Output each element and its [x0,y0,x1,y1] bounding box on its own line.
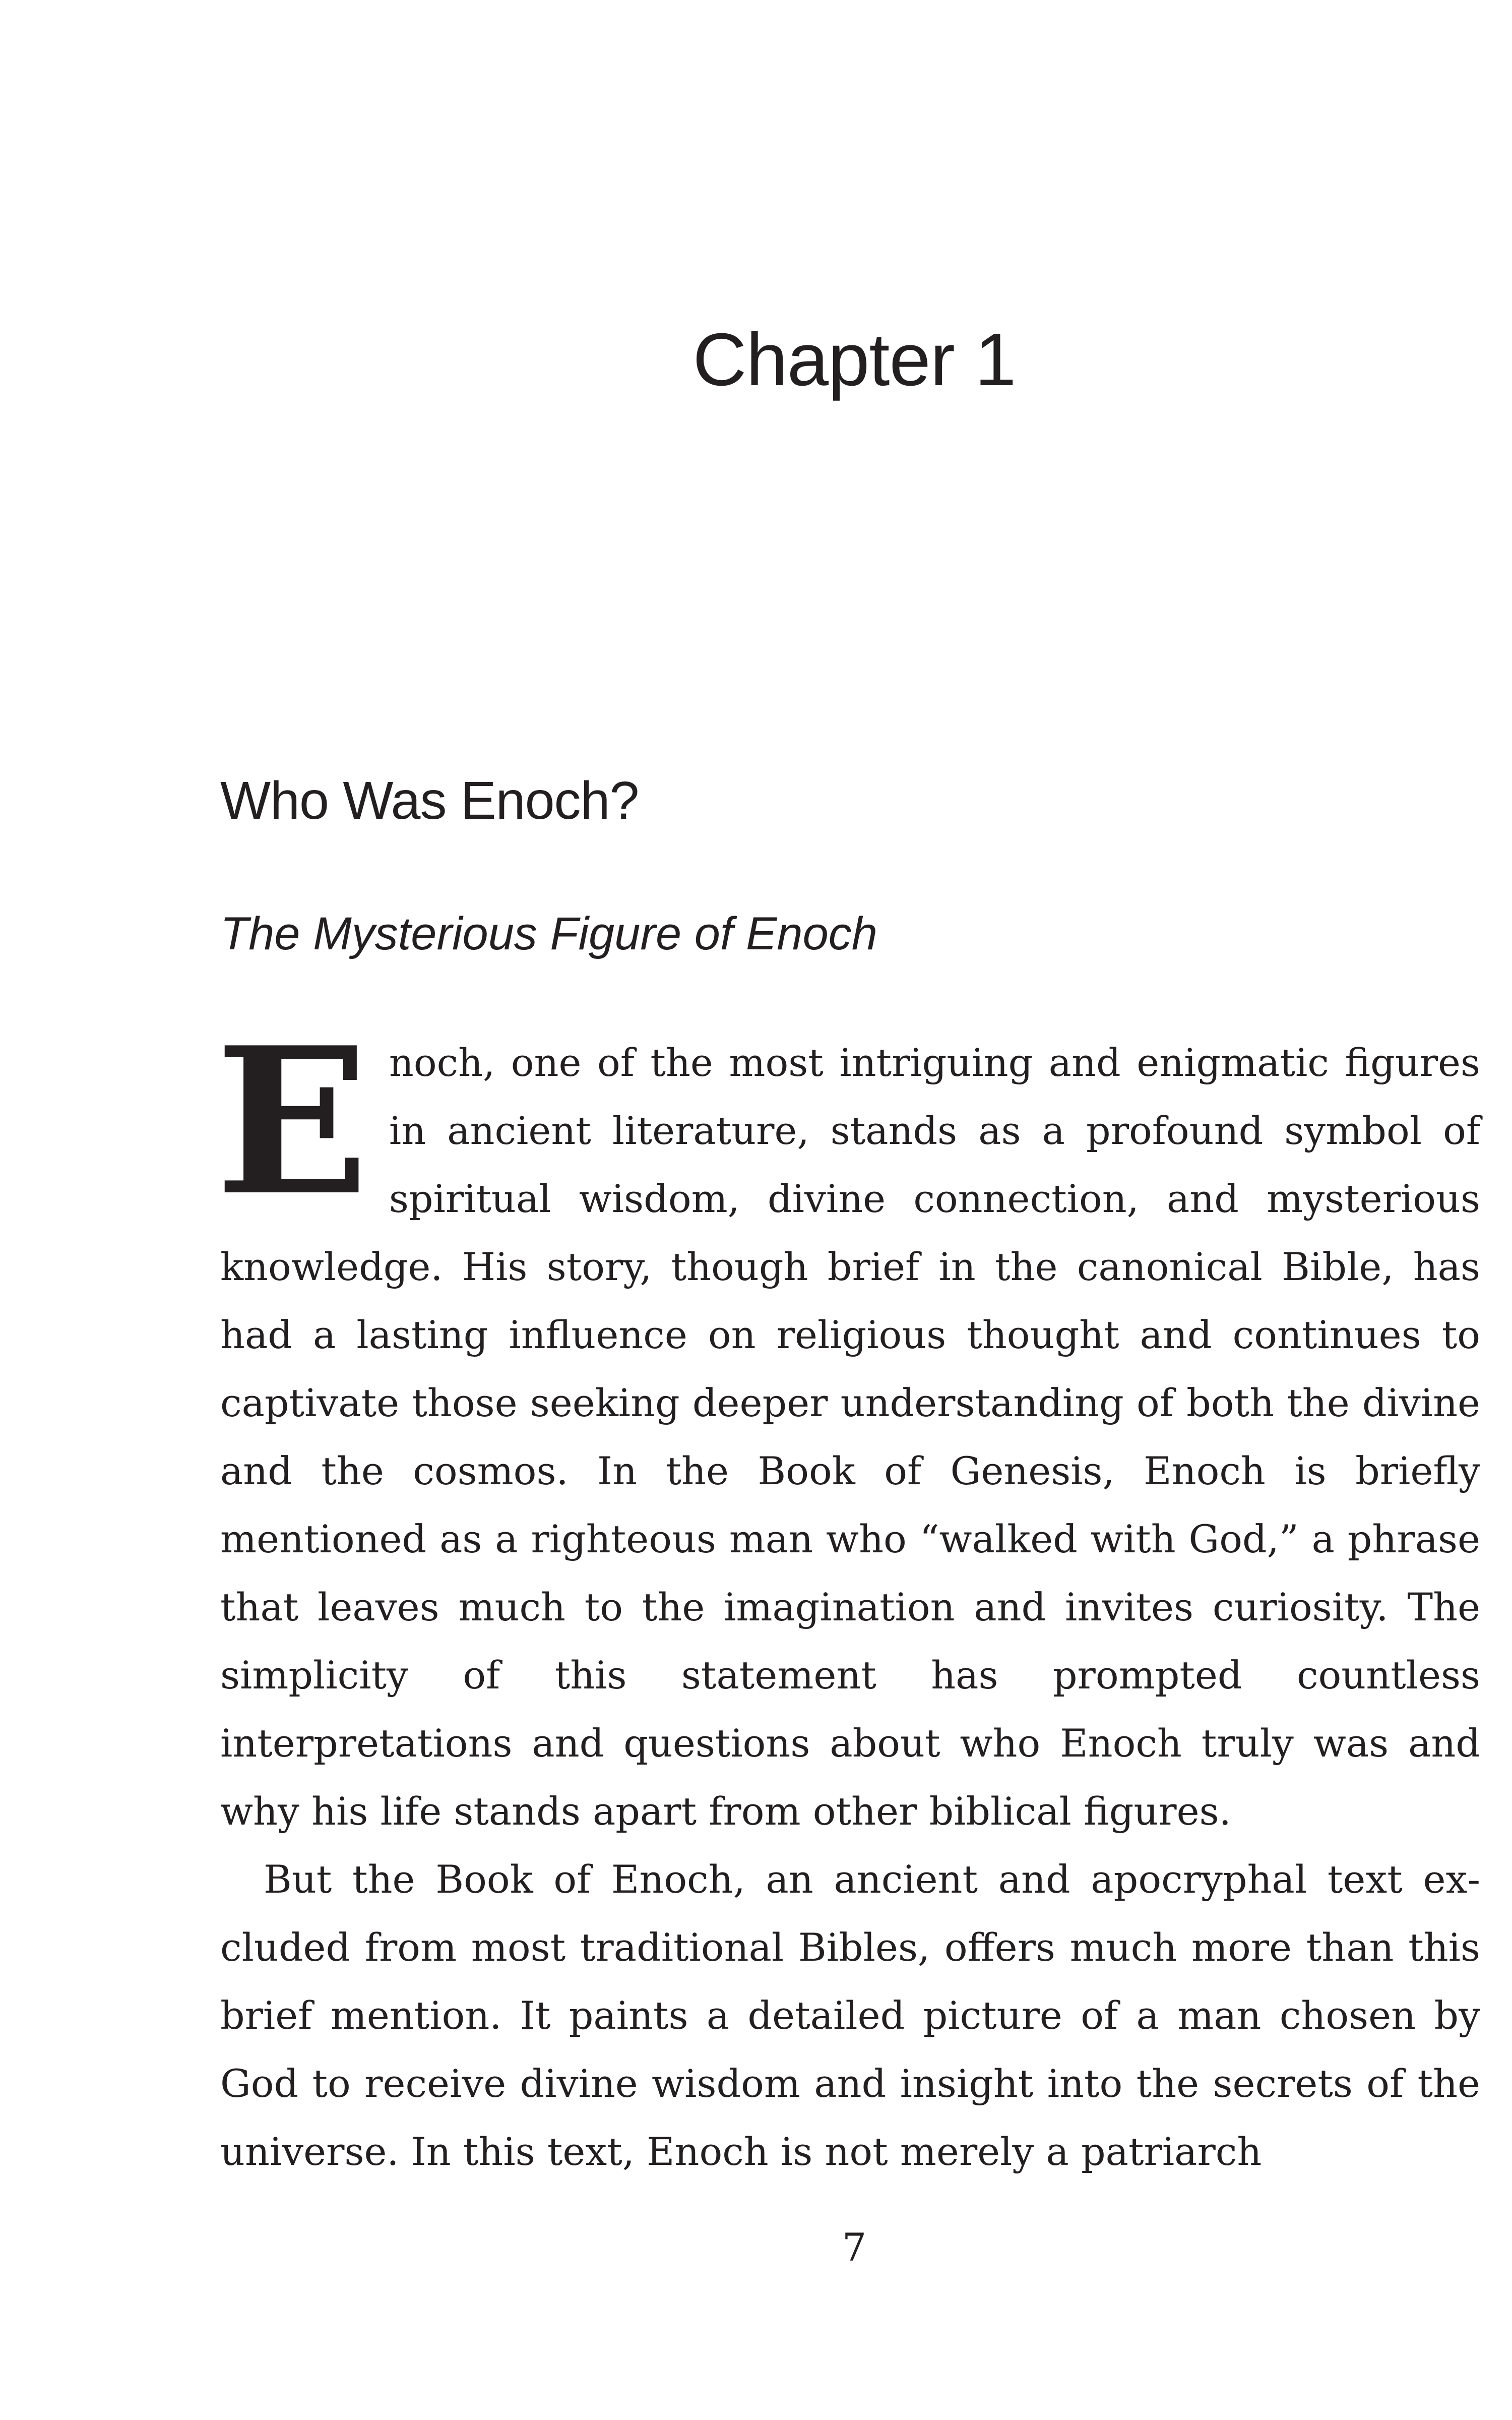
page-number: 7 [842,2225,867,2270]
section-heading: Who Was Enoch? [220,771,639,830]
subheading: The Mysterious Figure of Enoch [220,908,877,959]
chapter-title: Chapter 1 [692,318,1016,401]
drop-cap: E [215,1003,369,1240]
paragraph-1 [215,1003,1480,1845]
paragraph-2: But the Book of Enoch, an ancient and apocryphal text excluded from most traditional Bibles, offers much more than this brief mention. It paints a detailed picture of a man chosen by God to receive divine wisdom and insight into the secrets of the universe. In this text, Enoch is not merely a patriarch [220,1857,1480,2174]
paragraph-1-text: noch, one of the most intriguing and enigmatic figures in ancient literature, stands as a profound symbol of spiritual wisdom, divine connection, and mysterious knowledge. His story, though brief in the canonical Bible, has had a lasting influence on religious thought and continues to captivate those seeking deeper understanding of both the divine and the cosmos. In the Book of Genesis, Enoch is briefly mentioned as a righteous man who “walked with God,” a phrase that leaves much to the imagination and invites curiosity. The simplicity of this statement has prompted countless interpretations and questions about who Enoch truly was and why his life stands apart from other biblical figures. [220,1040,1480,1834]
body-text [215,1003,1480,2186]
